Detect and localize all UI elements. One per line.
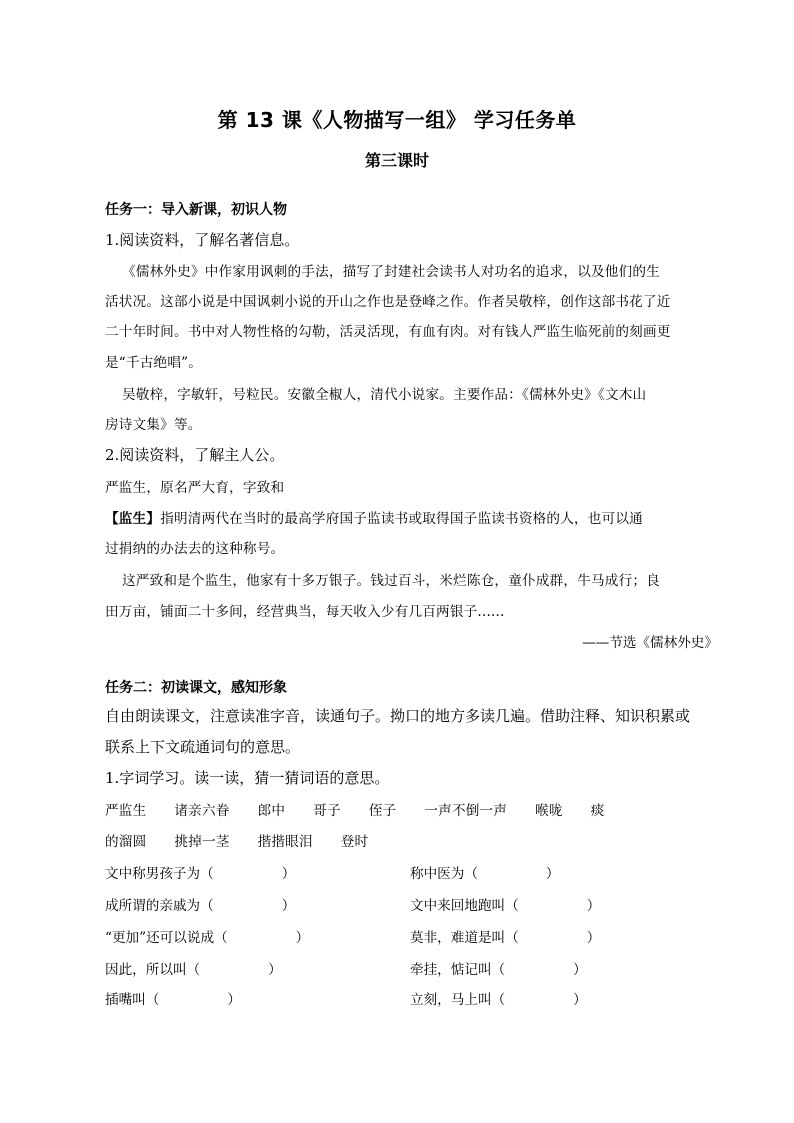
fill-blank-left-4[interactable]: 因此，所以叫（ ） bbox=[105, 962, 282, 978]
task1-para1-line4: 是“千古绝唱”。 bbox=[105, 355, 203, 371]
vocab-word: 哥子 bbox=[313, 803, 341, 819]
vocab-word: 诸亲六眷 bbox=[174, 803, 230, 819]
person-intro: 严监生，原名严大育，字致和 bbox=[105, 480, 285, 496]
vocab-word: 登时 bbox=[340, 834, 369, 850]
fill-blank-left-1[interactable]: 文中称男孩子为（ ） bbox=[105, 866, 296, 882]
page-subtitle: 第三课时 bbox=[364, 151, 429, 170]
task1-heading: 任务一：导入新课，初识人物 bbox=[105, 202, 287, 218]
vocab-word: 的溜圆 bbox=[105, 834, 147, 850]
fill-blank-right-2[interactable]: 文中来回地跑叫（ ） bbox=[410, 898, 601, 914]
note-line1 bbox=[105, 507, 643, 527]
fill-blank-right-1[interactable]: 称中医为（ ） bbox=[410, 866, 560, 882]
fill-blank-left-3[interactable]: “更加”还可以说成（ ） bbox=[105, 930, 310, 946]
task1-para1-line1: 《儒林外史》中作家用讽刺的手法，描写了封建社会读书人对功名的追求，以及他们的生 bbox=[122, 264, 660, 280]
task2-intro-line2: 联系上下文疏通词句的意思。 bbox=[105, 738, 301, 756]
vocab-word: 郎中 bbox=[257, 803, 286, 819]
task1-para2-line2: 房诗文集》等。 bbox=[105, 417, 202, 433]
task1-para1-line2: 活状况。这部小说是中国讽刺小说的开山之作也是登峰之作。作者吴敬梓，创作这部书花了近 bbox=[105, 294, 671, 310]
note-text: 指明清两代在当时的最高学府国子监读书或取得国子监读书资格的人，也可以通 bbox=[160, 511, 643, 527]
fill-blank-right-3[interactable]: 莫非，难道是叫（ ） bbox=[410, 930, 601, 946]
fill-blank-left-5[interactable]: 插嘴叫（ ） bbox=[105, 992, 241, 1008]
task2-heading: 任务二：初读课文，感知形象 bbox=[105, 680, 287, 696]
task1-para3-line1: 这严致和是个监生，他家有十多万银子。钱过百斗，米烂陈仓，童仆成群，牛马成行；良 bbox=[122, 573, 660, 589]
task1-para2-line1: 吴敬梓，字敏轩，号粒民。安徽全椒人，清代小说家。主要作品：《儒林外史》《文木山 bbox=[122, 387, 647, 403]
task1-para3-line2: 田万亩，铺面二十多间，经营典当，每天收入少有几百两银子...... bbox=[105, 604, 505, 620]
vocab-word: 喉咙 bbox=[535, 803, 563, 819]
vocab-row1 bbox=[105, 799, 633, 819]
fill-blank-right-4[interactable]: 牵挂，惦记叫（ ） bbox=[410, 962, 587, 978]
fill-blank-right-5[interactable]: 立刻，马上叫（ ） bbox=[410, 992, 587, 1008]
source-citation: ——节选《儒林外史》 bbox=[582, 635, 718, 651]
vocab-word: 痰 bbox=[590, 803, 605, 819]
vocab-word: 挑掉一茎 bbox=[174, 834, 230, 850]
vocab-word: 侄子 bbox=[368, 803, 397, 819]
page-title: 第 13 课《人物描写一组》 学习任务单 bbox=[217, 108, 577, 132]
vocab-word: 揩揩眼泪 bbox=[257, 834, 313, 850]
vocab-row2 bbox=[105, 830, 396, 850]
fill-blank-left-2[interactable]: 成所谓的亲戚为（ ） bbox=[105, 898, 296, 914]
task2-item1: 1.字词学习。读一读，猜一猜词语的意思。 bbox=[105, 769, 390, 787]
vocab-word: 一声不倒一声 bbox=[424, 803, 508, 819]
task1-item1: 1.阅读资料，了解名著信息。 bbox=[105, 231, 300, 249]
vocab-word: 严监生 bbox=[105, 803, 147, 819]
note-tag: 【监生】 bbox=[105, 511, 161, 527]
task1-item2: 2.阅读资料，了解主人公。 bbox=[105, 446, 285, 464]
note-line2: 过捐纳的办法去的这种称号。 bbox=[105, 541, 285, 557]
task1-para1-line3: 二十年时间。书中对人物性格的勾勒，活灵活现，有血有肉。对有钱人严监生临死前的刻画更 bbox=[105, 324, 671, 340]
task2-intro-line1: 自由朗读课文，注意读准字音，读通句子。拗口的地方多读几遍。借助注释、知识积累或 bbox=[105, 707, 691, 725]
